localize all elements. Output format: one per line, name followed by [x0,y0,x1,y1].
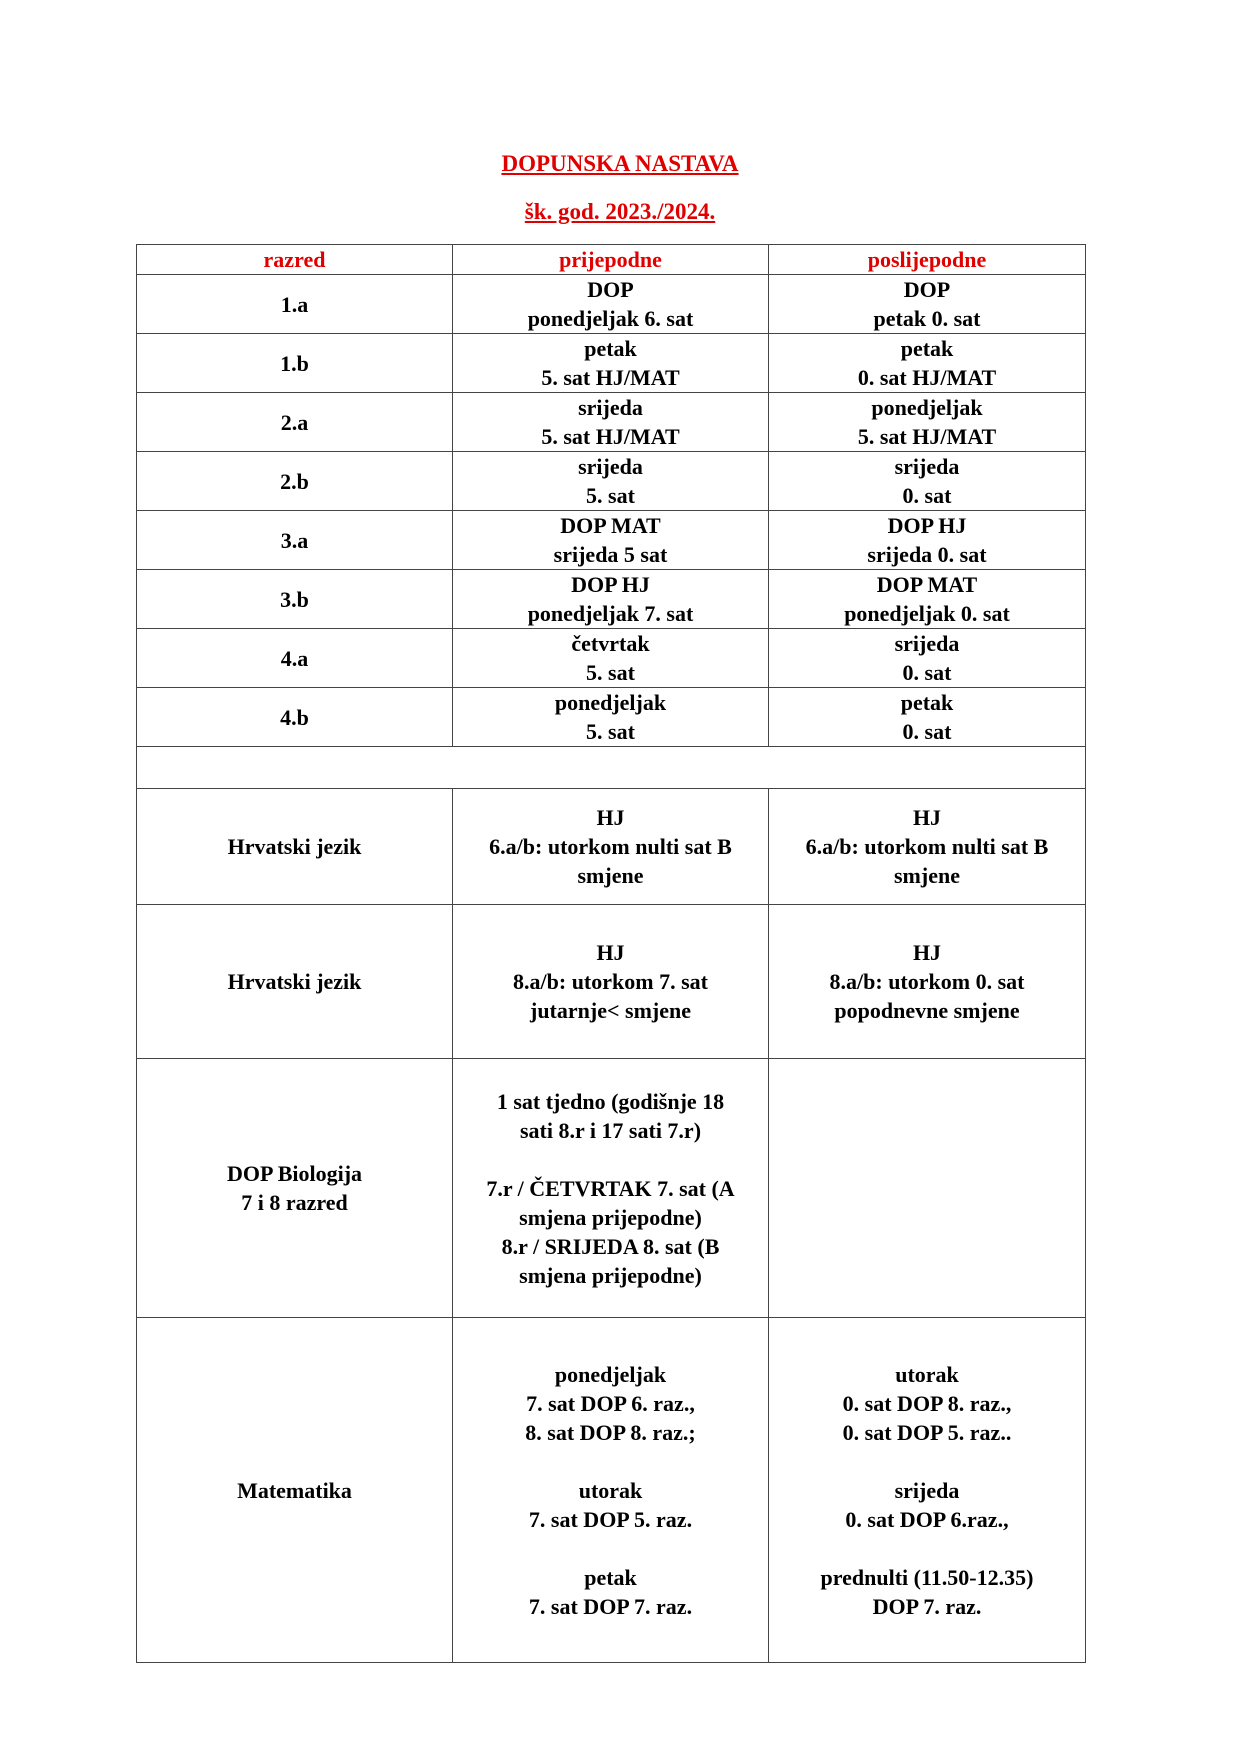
afternoon-cell [769,1059,1086,1318]
class-cell: 3.a [137,511,453,570]
morning-cell: DOP HJ ponedjeljak 7. sat [453,570,769,629]
morning-cell: ponedjeljak 7. sat DOP 6. raz., 8. sat DOP 8. raz.; utorak 7. sat DOP 5. raz. petak 7. sat DOP 7. raz. [453,1318,769,1663]
table-row [137,905,1086,1059]
class-cell: 4.a [137,629,453,688]
morning-cell: srijeda 5. sat [453,452,769,511]
afternoon-cell: HJ 8.a/b: utorkom 0. sat popodnevne smjene [769,905,1086,1059]
school-year-subtitle: šk. god. 2023./2024. [524,199,716,224]
morning-cell: petak 5. sat HJ/MAT [453,334,769,393]
morning-cell: DOP MAT srijeda 5 sat [453,511,769,570]
table-header-row [137,245,1086,275]
header-razred: razred [137,245,453,275]
table-row [137,629,1086,688]
table-row [137,688,1086,747]
table-row [137,452,1086,511]
morning-cell: DOP ponedjeljak 6. sat [453,275,769,334]
header-prijepodne: prijepodne [453,245,769,275]
morning-cell: četvrtak 5. sat [453,629,769,688]
table-row [137,334,1086,393]
table-row [137,1318,1086,1663]
afternoon-cell: petak 0. sat [769,688,1086,747]
class-cell: 1.b [137,334,453,393]
morning-cell: HJ 6.a/b: utorkom nulti sat B smjene [453,789,769,905]
header-poslijepodne: poslijepodne [769,245,1086,275]
afternoon-cell: ponedjeljak 5. sat HJ/MAT [769,393,1086,452]
subject-cell: Matematika [137,1318,453,1663]
afternoon-cell: DOP MAT ponedjeljak 0. sat [769,570,1086,629]
class-cell: 2.a [137,393,453,452]
page-title: DOPUNSKA NASTAVA [501,151,739,176]
morning-cell: srijeda 5. sat HJ/MAT [453,393,769,452]
afternoon-cell: srijeda 0. sat [769,629,1086,688]
table-row [137,570,1086,629]
table-row [137,275,1086,334]
class-cell: 4.b [137,688,453,747]
class-cell: 3.b [137,570,453,629]
afternoon-cell: DOP petak 0. sat [769,275,1086,334]
afternoon-cell: HJ 6.a/b: utorkom nulti sat B smjene [769,789,1086,905]
subject-cell: Hrvatski jezik [137,905,453,1059]
morning-cell: ponedjeljak 5. sat [453,688,769,747]
supplementary-classes-table [136,244,1086,1663]
table-row [137,393,1086,452]
table-row [137,511,1086,570]
afternoon-cell: petak 0. sat HJ/MAT [769,334,1086,393]
afternoon-cell: DOP HJ srijeda 0. sat [769,511,1086,570]
class-cell: 1.a [137,275,453,334]
spacer-cell [137,747,1086,789]
morning-cell: HJ 8.a/b: utorkom 7. sat jutarnje< smjene [453,905,769,1059]
afternoon-cell: utorak 0. sat DOP 8. raz., 0. sat DOP 5. raz.. srijeda 0. sat DOP 6.raz., prednulti (11.50-12.35) DOP 7. raz. [769,1318,1086,1663]
subject-cell: Hrvatski jezik [137,789,453,905]
spacer-row [137,747,1086,789]
subject-cell: DOP Biologija 7 i 8 razred [137,1059,453,1318]
afternoon-cell: srijeda 0. sat [769,452,1086,511]
table-row [137,789,1086,905]
table-row [137,1059,1086,1318]
morning-cell: 1 sat tjedno (godišnje 18 sati 8.r i 17 sati 7.r) 7.r / ČETVRTAK 7. sat (A smjena prijepodne) 8.r / SRIJEDA 8. sat (B smjena prijepodne) [453,1059,769,1318]
class-cell: 2.b [137,452,453,511]
